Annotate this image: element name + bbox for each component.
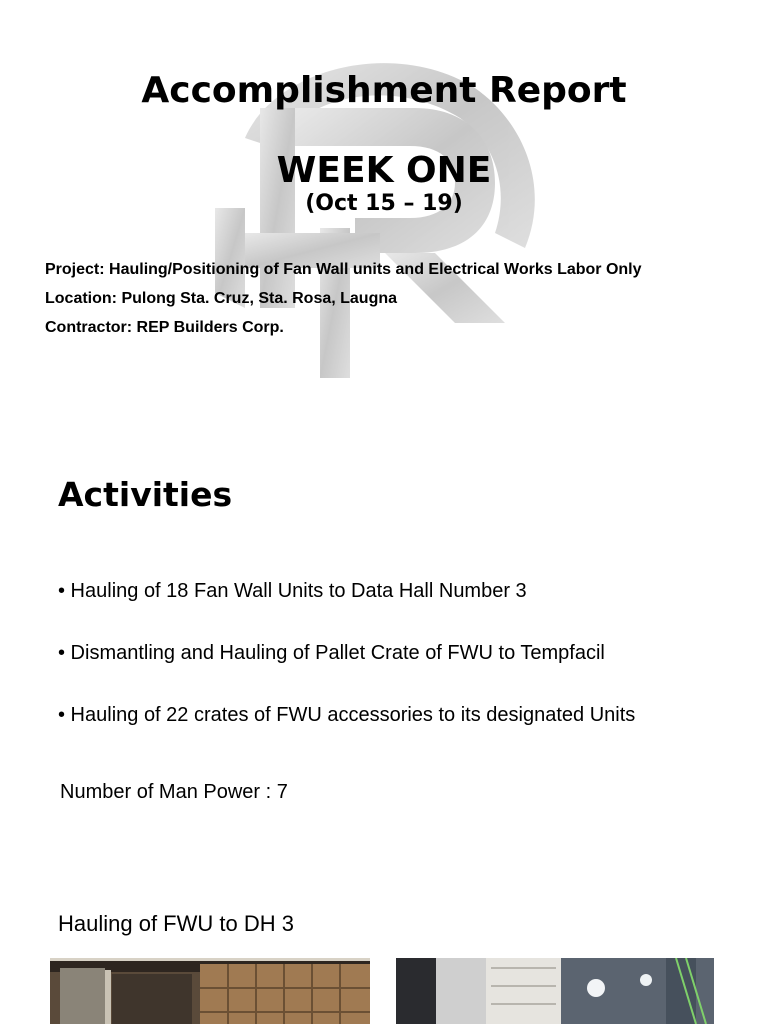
project-line: Project: Hauling/Positioning of Fan Wall units and Electrical Works Labor Only bbox=[45, 261, 642, 278]
manpower-count: Number of Man Power : 7 bbox=[60, 781, 288, 803]
site-photo-2 bbox=[396, 958, 714, 1024]
report-title: Accomplishment Report bbox=[141, 70, 627, 111]
activities-heading: Activities bbox=[58, 475, 233, 514]
photo-caption: Hauling of FWU to DH 3 bbox=[58, 911, 294, 936]
site-photo-1 bbox=[50, 958, 370, 1024]
week-dates: (Oct 15 – 19) bbox=[305, 191, 463, 216]
location-line: Location: Pulong Sta. Cruz, Sta. Rosa, Laugna bbox=[45, 290, 398, 307]
activity-item: • Hauling of 18 Fan Wall Units to Data Hall Number 3 bbox=[58, 580, 527, 602]
activity-item: • Dismantling and Hauling of Pallet Crate of FWU to Tempfacil bbox=[58, 642, 605, 664]
contractor-line: Contractor: REP Builders Corp. bbox=[45, 319, 284, 336]
activity-item: • Hauling of 22 crates of FWU accessories to its designated Units bbox=[58, 704, 636, 726]
week-title: WEEK ONE bbox=[276, 150, 492, 191]
